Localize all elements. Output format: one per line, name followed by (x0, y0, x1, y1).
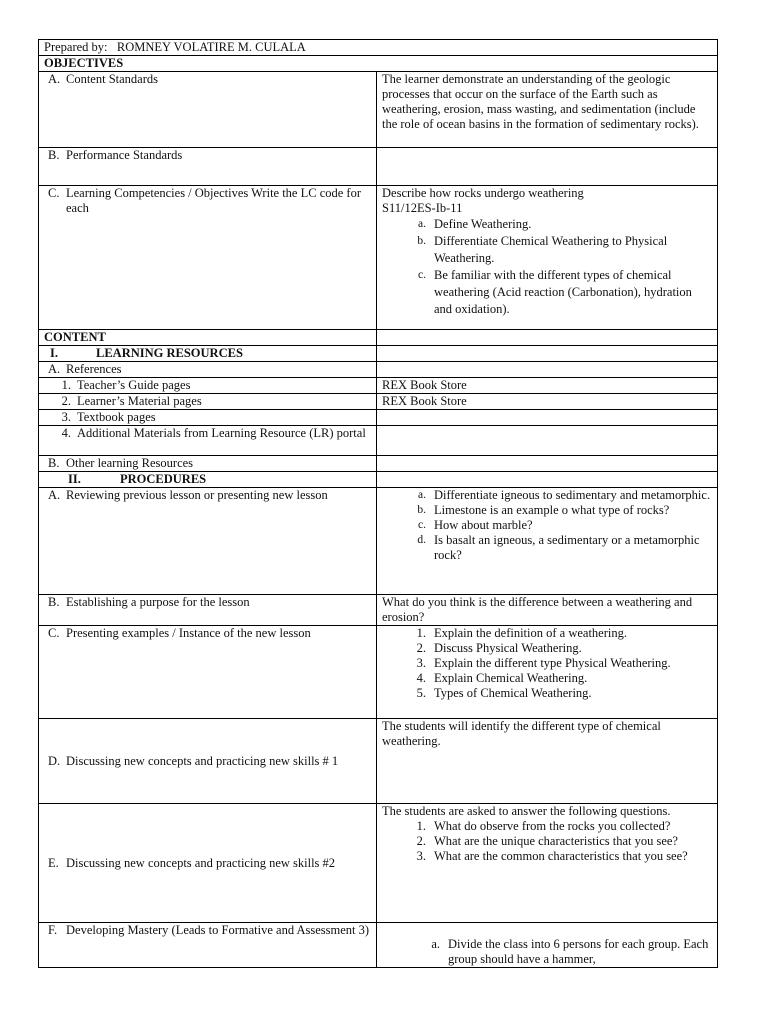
learning-competencies-key: C. (48, 186, 60, 200)
procedure-f-list (382, 937, 712, 967)
learning-resources-row (39, 346, 718, 362)
list-item: b. Limestone is an example o what type of rocks? (417, 503, 670, 517)
procedure-d-label: Discussing new concepts and practicing new skills # 1 (66, 753, 339, 768)
list-item: 1. Explain the definition of a weathering. (416, 626, 627, 640)
procedure-b-label: Establishing a purpose for the lesson (66, 595, 250, 609)
list-item: 4. Explain Chemical Weathering. (416, 671, 588, 685)
procedure-b-row: B. Establishing a purpose for the lesson What do you think is the difference between a weathering and erosion? (39, 595, 718, 626)
references-row (39, 362, 718, 378)
other-resources-label: Other learning Resources (66, 456, 194, 470)
references-label: References (66, 362, 122, 376)
learning-competencies-label: Learning Competencies / Objectives Write the LC code for each (66, 186, 362, 215)
procedure-f-label: Developing Mastery (Leads to Formative and Assessment 3) (66, 923, 370, 937)
content-standards-label: Content Standards (66, 72, 159, 86)
teachers-guide-value: REX Book Store (377, 378, 718, 394)
list-item: 3. What are the common characteristics that you see? (416, 849, 688, 863)
prepared-by-label: Prepared by: (44, 40, 108, 54)
performance-standards-label: Performance Standards (66, 148, 183, 162)
content-standards-key: A. (48, 72, 61, 86)
procedure-e-row: E. Discussing new concepts and practicing new skills #2 The students are asked to answer the following questions. 1. What do observe from the rocks you collected? 2. What are the unique characteristics that you see? 3. What are the common characteristics that you see? (39, 804, 718, 923)
objectives-heading: OBJECTIVES (39, 56, 718, 72)
procedures-heading: PROCEDURES (120, 472, 207, 486)
reference-row-teachers-guide: 1. Teacher’s Guide pages REX Book Store (39, 378, 718, 394)
additional-materials-value (377, 426, 718, 456)
objectives-row (39, 56, 718, 72)
list-item: c. Be familiar with the different types of chemical weathering (Acid reaction (Carbonation), hydration and oxidation). (418, 268, 692, 316)
prepared-by-row (39, 40, 718, 56)
procedure-e-label: Discussing new concepts and practicing new skills #2 (66, 855, 336, 870)
list-item: 2. What are the unique characteristics that you see? (416, 834, 678, 848)
performance-standards-key: B. (48, 148, 60, 162)
reference-row-textbook: 3. Textbook pages (39, 410, 718, 426)
content-row (39, 330, 718, 346)
content-standards-value: The learner demonstrate an understanding of the geologic processes that occur on the surface of the Earth such as weathering, erosion, mass wasting, and sedimentation (include the role of ocean basins in the formation of sedimentary rocks). (377, 72, 718, 148)
learning-competencies-code: S11/12ES-Ib-11 (382, 201, 463, 215)
procedure-c-list (382, 626, 712, 701)
procedure-d-value: The students will identify the different type of chemical weathering. (377, 719, 718, 804)
procedure-f-row: F. Developing Mastery (Leads to Formative and Assessment 3) a. Divide the class into 6 persons for each group. Each group should have a hammer, (39, 923, 718, 968)
performance-standards-value (377, 148, 718, 186)
other-resources-key: B. (48, 456, 60, 470)
content-standards-row (39, 72, 718, 148)
list-item: 5. Types of Chemical Weathering. (416, 686, 592, 700)
procedure-d-row: D. Discussing new concepts and practicing new skills # 1 The students will identify the different type of chemical weathering. (39, 719, 718, 804)
list-item: 3. Explain the different type Physical Weathering. (416, 656, 671, 670)
textbook-value (377, 410, 718, 426)
reference-row-additional-materials: 4. Additional Materials from Learning Resource (LR) portal (39, 426, 718, 456)
procedure-e-list (382, 819, 712, 864)
lesson-plan-table (38, 39, 718, 968)
procedure-c-row: C. Presenting examples / Instance of the new lesson 1. Explain the definition of a weathering. 2. Discuss Physical Weathering. 3. Explain the different type Physical Weathering. 4. Explain Chemical Weathering. 5. Types of Chemical Weathering. (39, 626, 718, 719)
learning-competencies-list (382, 216, 712, 318)
other-resources-row (39, 456, 718, 472)
learning-resources-key: I. (50, 346, 58, 360)
list-item: d. Is basalt an igneous, a sedimentary or a metamorphic rock? (417, 533, 700, 562)
procedure-b-value: What do you think is the difference between a weathering and erosion? (377, 595, 718, 626)
procedure-a-list (382, 488, 712, 563)
list-item: b. Differentiate Chemical Weathering to Physical Weathering. (417, 234, 668, 265)
procedures-row (39, 472, 718, 488)
procedure-c-label: Presenting examples / Instance of the new lesson (66, 626, 311, 640)
list-item: 1. What do observe from the rocks you collected? (416, 819, 671, 833)
procedure-e-intro: The students are asked to answer the following questions. (382, 804, 671, 818)
content-heading: CONTENT (39, 330, 377, 346)
reference-row-learners-material: 2. Learner’s Material pages REX Book Store (39, 394, 718, 410)
procedure-a-row: A. Reviewing previous lesson or presenting new lesson a. Differentiate igneous to sedimentary and metamorphic. b. Limestone is an example o what type of rocks? c. How about marble? d. Is basalt an igneous, a sedimentary or a metamorphic rock? (39, 488, 718, 595)
list-item: 2. Discuss Physical Weathering. (416, 641, 582, 655)
learning-competencies-intro: Describe how rocks undergo weathering (382, 186, 584, 200)
learners-material-value: REX Book Store (377, 394, 718, 410)
list-item: a. Divide the class into 6 persons for each group. Each group should have a hammer, (431, 937, 709, 966)
list-item: a. Differentiate igneous to sedimentary and metamorphic. (418, 488, 711, 502)
procedure-a-label: Reviewing previous lesson or presenting new lesson (66, 488, 328, 502)
learning-competencies-row (39, 186, 718, 330)
lesson-plan-document (38, 39, 717, 968)
list-item: a. Define Weathering. (418, 217, 532, 231)
prepared-by-name: ROMNEY VOLATIRE M. CULALA (116, 40, 306, 54)
performance-standards-row (39, 148, 718, 186)
references-key: A. (48, 362, 61, 376)
learning-resources-heading: LEARNING RESOURCES (96, 346, 243, 360)
procedures-key: II. (68, 472, 81, 486)
list-item: c. How about marble? (418, 518, 533, 532)
